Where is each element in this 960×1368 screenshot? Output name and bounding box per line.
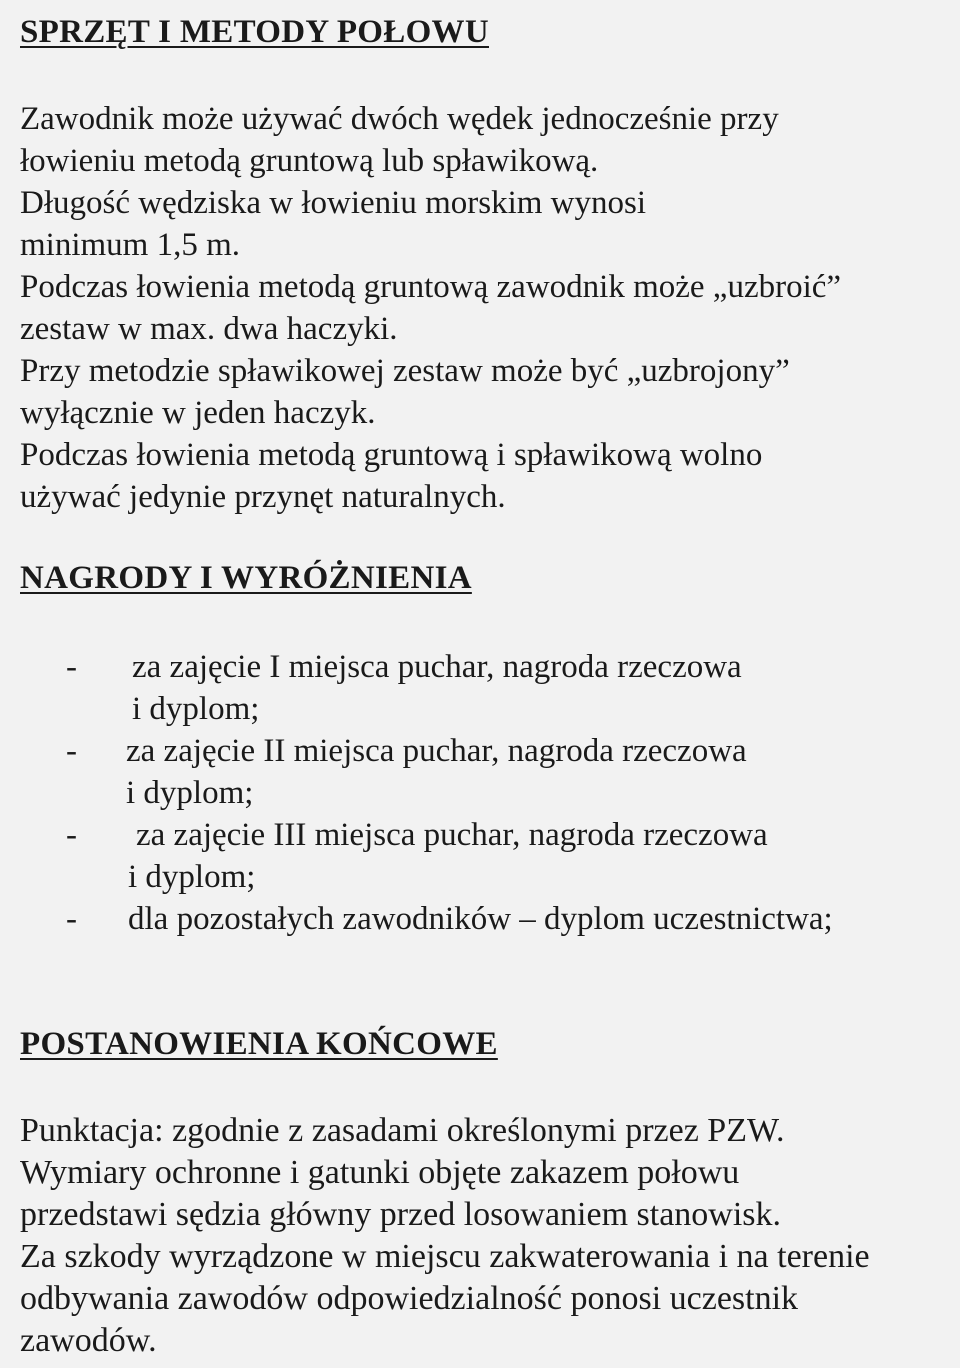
paragraph-line: odbywania zawodów odpowiedzialność ponosi uczestnik	[20, 1280, 799, 1317]
paragraph-line: Wymiary ochronne i gatunki objęte zakazem połowu	[20, 1154, 740, 1191]
paragraph-line: przedstawi sędzia główny przed losowaniem stanowisk.	[20, 1196, 782, 1233]
paragraph-line: Podczas łowienia metodą gruntową i spławikową wolno	[20, 437, 763, 473]
list-dash: -	[66, 733, 77, 769]
paragraph-line: wyłącznie w jeden haczyk.	[20, 395, 376, 431]
paragraph-line: Za szkody wyrządzone w miejscu zakwaterowania i na terenie	[20, 1238, 870, 1275]
paragraph-line: używać jedynie przynęt naturalnych.	[20, 479, 506, 515]
paragraph-line: Zawodnik może używać dwóch wędek jednocześnie przy	[20, 101, 779, 137]
list-item-text: za zajęcie I miejsca puchar, nagroda rzeczowa	[132, 649, 742, 685]
list-item-text-continued: i dyplom;	[126, 775, 254, 811]
section-heading-equipment: SPRZĘT I METODY POŁOWU	[20, 14, 489, 50]
paragraph-line: Punktacja: zgodnie z zasadami określonymi przez PZW.	[20, 1112, 785, 1149]
section-heading-awards: NAGRODY I WYRÓŻNIENIA	[20, 560, 472, 596]
list-dash: -	[66, 901, 77, 937]
paragraph-line: Podczas łowienia metodą gruntową zawodnik może „uzbroić”	[20, 269, 842, 305]
list-dash: -	[66, 817, 77, 853]
list-item-text: za zajęcie II miejsca puchar, nagroda rzeczowa	[126, 733, 747, 769]
list-dash: -	[66, 649, 77, 685]
paragraph-line: Długość wędziska w łowieniu morskim wynosi	[20, 185, 647, 221]
paragraph-line: minimum 1,5 m.	[20, 227, 241, 263]
paragraph-line: łowieniu metodą gruntową lub spławikową.	[20, 143, 599, 179]
section-heading-final-provisions: POSTANOWIENIA KOŃCOWE	[20, 1026, 498, 1062]
paragraph-line: zawodów.	[20, 1322, 157, 1359]
list-item-text-continued: i dyplom;	[132, 691, 260, 727]
paragraph-line: zestaw w max. dwa haczyki.	[20, 311, 398, 347]
list-item-text: dla pozostałych zawodników – dyplom uczestnictwa;	[128, 901, 833, 937]
list-item-text-continued: i dyplom;	[128, 859, 256, 895]
paragraph-line: Przy metodzie spławikowej zestaw może być „uzbrojony”	[20, 353, 790, 389]
list-item-text: za zajęcie III miejsca puchar, nagroda rzeczowa	[136, 817, 768, 853]
